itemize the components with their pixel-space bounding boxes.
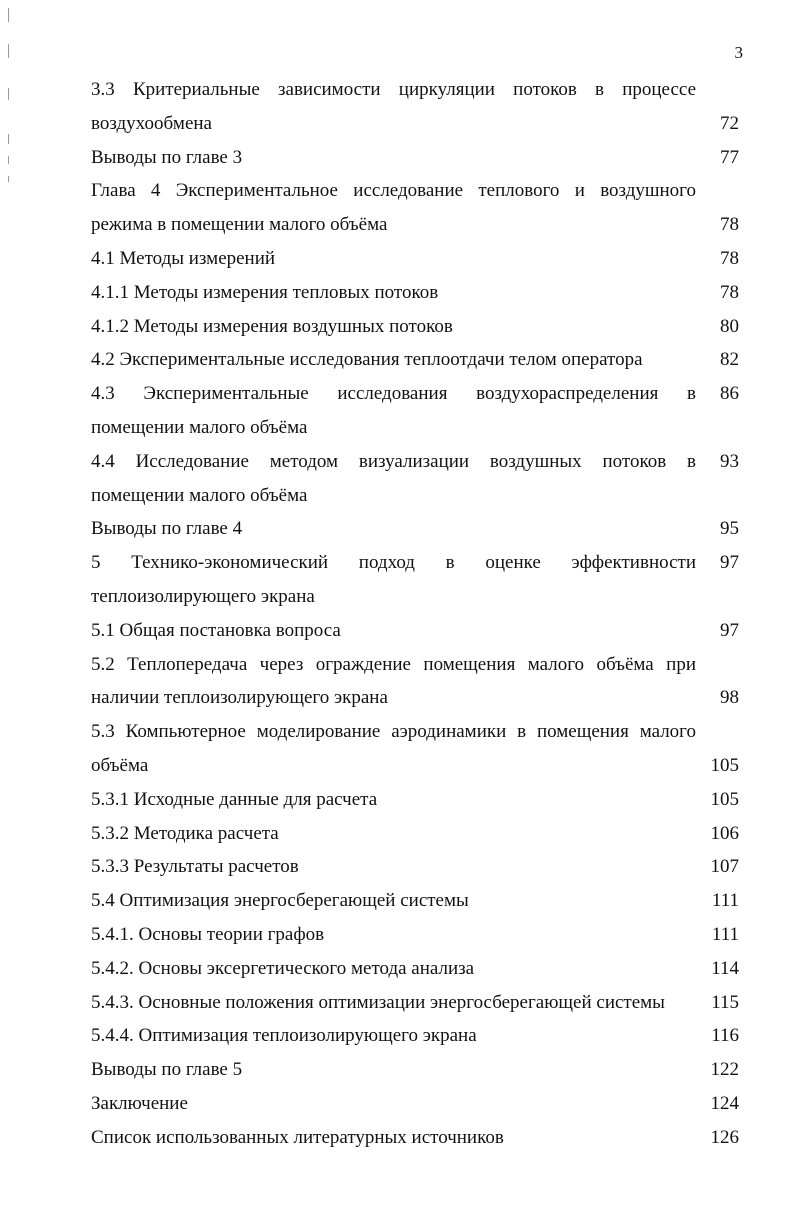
toc-entry-page-number: 72 (720, 112, 739, 134)
toc-entry-page-number: 105 (710, 788, 739, 810)
toc-entry-text-line: помещении малого объёма (91, 416, 308, 438)
toc-entry-text-line: режима в помещении малого объёма (91, 214, 388, 236)
toc-entry (91, 1053, 739, 1087)
toc-entry-page-number: 115 (711, 991, 739, 1013)
toc-entry-page-number: 111 (711, 923, 739, 945)
toc-entry-page-number: 78 (720, 281, 739, 303)
toc-entry-text-line: 5.3.1 Исходные данные для расчета (91, 788, 378, 810)
toc-entry (91, 1121, 739, 1155)
toc-entry (91, 817, 739, 851)
toc-entry-text-line: 3.3 Критериальные зависимости циркуляции потоков в процессе (91, 79, 696, 100)
toc-entry (91, 141, 739, 175)
toc-entry (91, 884, 739, 918)
toc-entry-page-number: 78 (720, 214, 739, 236)
toc-entry (91, 918, 739, 952)
toc-entry-page-number: 86 (720, 383, 739, 405)
toc-entry-page-number: 95 (720, 518, 739, 540)
table-of-contents (91, 73, 739, 1155)
toc-entry-page-number: 116 (711, 1025, 739, 1047)
toc-entry (91, 73, 739, 141)
toc-entry-text-line: Выводы по главе 4 (91, 518, 243, 540)
toc-entry-text-line: помещении малого объёма (91, 484, 308, 506)
scan-edge-marks (8, 0, 12, 200)
toc-entry (91, 715, 739, 783)
toc-entry-page-number: 122 (710, 1059, 739, 1081)
toc-entry-text-line: 5.2 Теплопередача через ограждение помещения малого объёма при (91, 653, 696, 675)
toc-entry-page-number: 105 (710, 754, 739, 776)
toc-entry-text-line: Заключение (91, 1092, 188, 1114)
toc-entry-text-line: Выводы по главе 5 (91, 1059, 243, 1081)
toc-entry-text-line: 5.4 Оптимизация энергосберегающей системы (91, 890, 469, 912)
toc-entry-page-number: 124 (710, 1092, 739, 1114)
toc-entry-text-line: воздухообмена (91, 112, 212, 134)
toc-entry-text-line: 5.4.4. Оптимизация теплоизолирующего экрана (91, 1025, 477, 1047)
toc-entry (91, 512, 739, 546)
toc-entry-text-line: 5.4.1. Основы теории графов (91, 923, 325, 945)
toc-entry-page-number: 106 (710, 822, 739, 844)
toc-entry-text-line: 5.4.2. Основы эксергетического метода анализа (91, 957, 475, 979)
toc-entry-text-line: 4.1 Методы измерений (91, 247, 276, 269)
toc-entry-page-number: 97 (720, 619, 739, 641)
toc-entry-text-line: Глава 4 Экспериментальное исследование теплового и воздушного (91, 180, 696, 202)
toc-entry (91, 952, 739, 986)
toc-entry-text-line: 4.1.2 Методы измерения воздушных потоков (91, 315, 453, 337)
toc-entry-page-number: 80 (720, 315, 739, 337)
toc-entry (91, 445, 739, 513)
toc-entry-text-line: 4.4 Исследование методом визуализации воздушных потоков в (91, 450, 696, 472)
toc-entry (91, 1087, 739, 1121)
toc-entry (91, 783, 739, 817)
toc-entry (91, 546, 739, 614)
toc-entry-text-line: 5.4.3. Основные положения оптимизации энергосберегающей системы (91, 991, 665, 1013)
toc-entry (91, 377, 739, 445)
toc-entry-text-line: Выводы по главе 3 (91, 146, 243, 168)
toc-entry-text-line: 4.2 Экспериментальные исследования теплоотдачи телом оператора (91, 349, 643, 371)
toc-entry-page-number: 107 (710, 856, 739, 878)
toc-entry-page-number: 111 (711, 890, 739, 912)
toc-entry-page-number: 97 (720, 552, 739, 574)
toc-entry-text-line: теплоизолирующего экрана (91, 585, 315, 607)
toc-entry (91, 1019, 739, 1053)
toc-entry-page-number: 82 (720, 349, 739, 371)
toc-entry-text-line: 5.3 Компьютерное моделирование аэродинамики в помещения малого (91, 721, 696, 743)
toc-entry-text-line: 4.1.1 Методы измерения тепловых потоков (91, 281, 439, 303)
toc-entry-text-line: 5 Технико-экономический подход в оценке эффективности (91, 552, 696, 574)
toc-entry-text-line: 4.3 Экспериментальные исследования воздухораспределения в (91, 383, 696, 405)
toc-entry (91, 310, 739, 344)
toc-entry-page-number: 114 (711, 957, 739, 979)
toc-entry-text-line: Список использованных литературных источников (91, 1126, 504, 1148)
toc-entry-text-line: 5.1 Общая постановка вопроса (91, 619, 341, 641)
toc-entry-page-number: 78 (720, 247, 739, 269)
toc-entry (91, 986, 739, 1020)
toc-entry-text-line: 5.3.3 Результаты расчетов (91, 856, 299, 878)
toc-entry-text-line: наличии теплоизолирующего экрана (91, 687, 388, 709)
toc-entry (91, 614, 739, 648)
toc-entry (91, 648, 739, 716)
toc-entry-page-number: 93 (720, 450, 739, 472)
toc-entry (91, 850, 739, 884)
toc-entry-text-line: объёма (91, 754, 149, 776)
toc-entry-page-number: 126 (710, 1126, 739, 1148)
page-number: 3 (734, 43, 743, 62)
toc-entry (91, 174, 739, 242)
toc-entry (91, 343, 739, 377)
toc-entry-text-line: 5.3.2 Методика расчета (91, 822, 279, 844)
toc-entry (91, 242, 739, 276)
toc-entry-page-number: 98 (720, 687, 739, 709)
toc-entry-page-number: 77 (720, 146, 739, 168)
toc-entry (91, 276, 739, 310)
